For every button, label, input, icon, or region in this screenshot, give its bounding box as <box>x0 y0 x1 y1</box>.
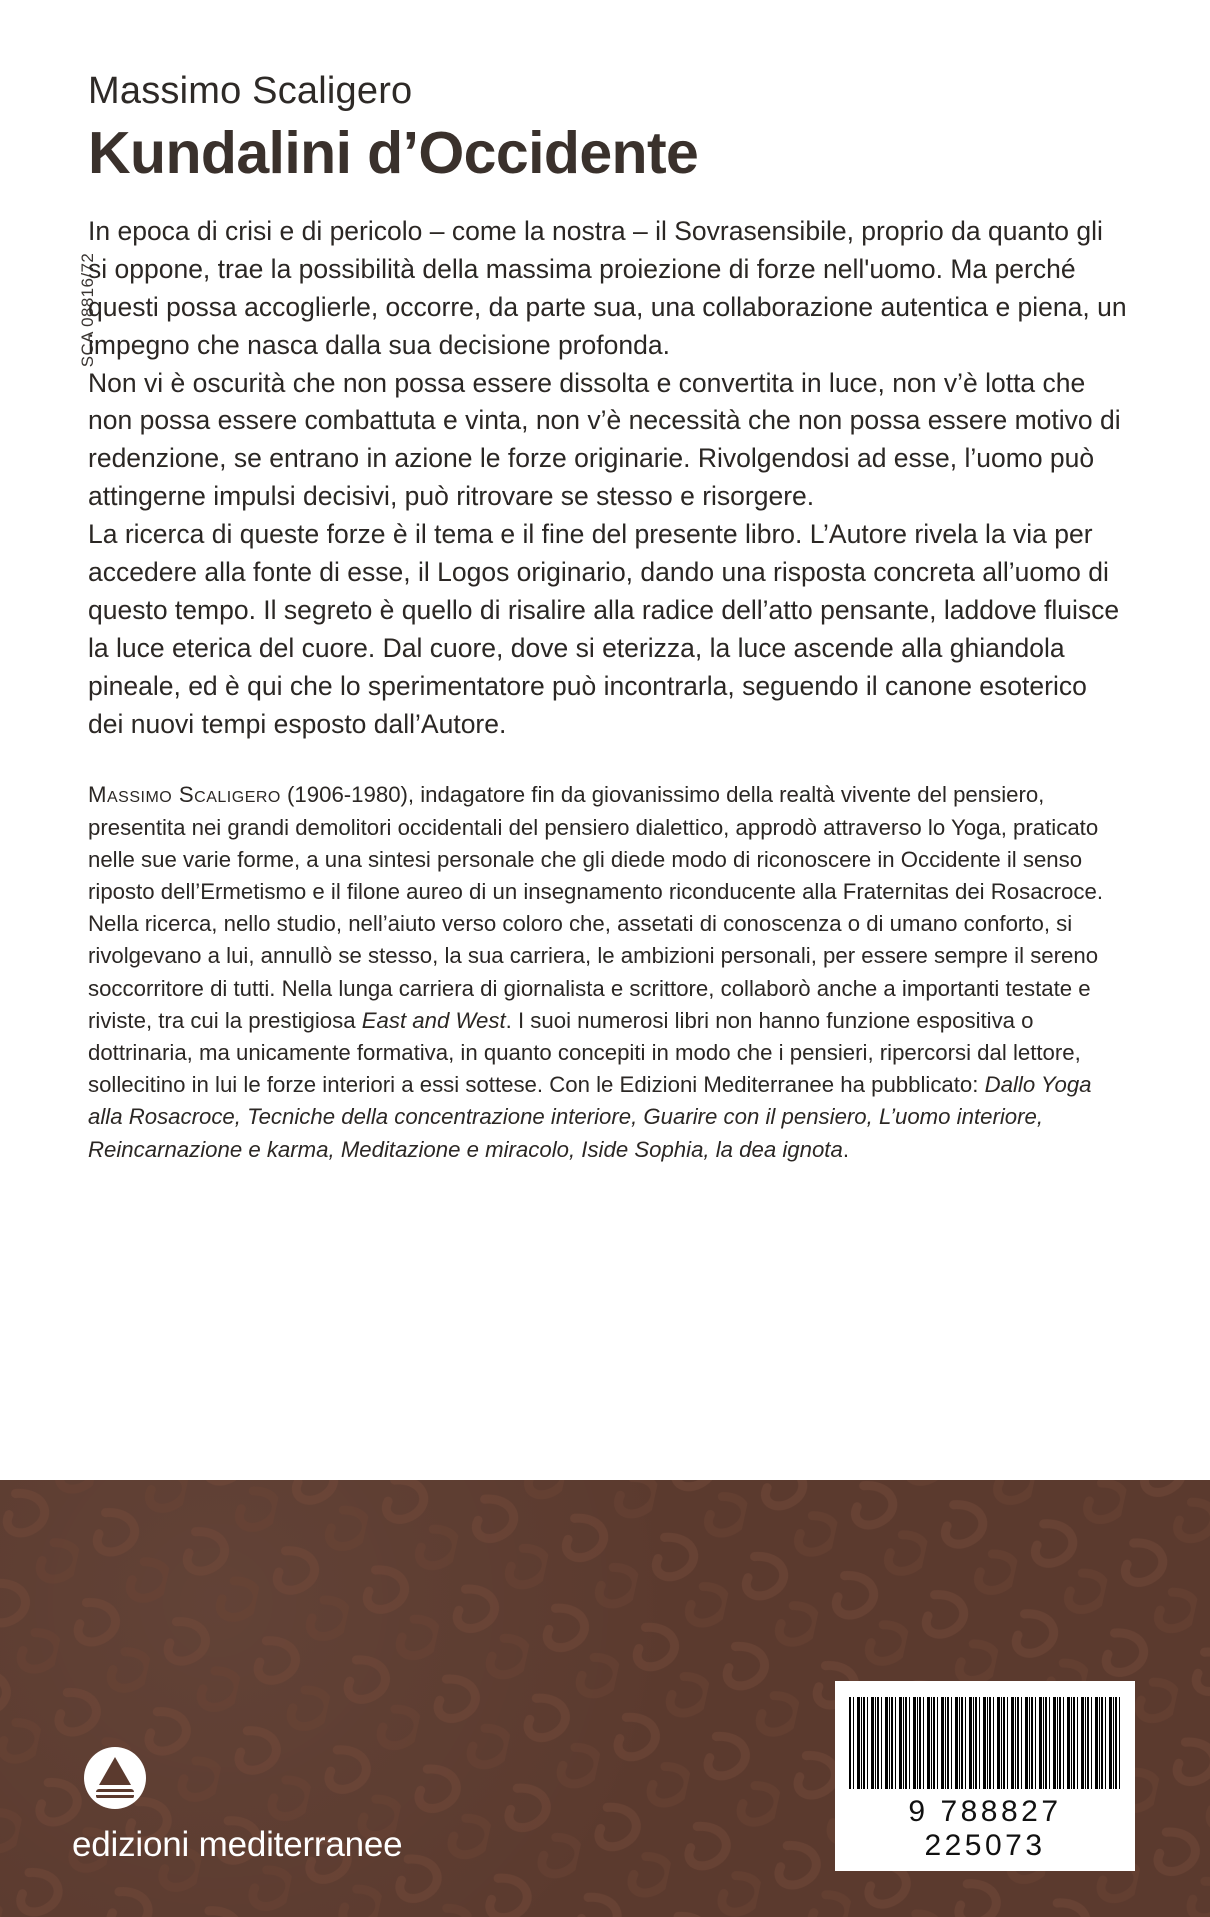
ship-and-waves-icon <box>84 1747 146 1809</box>
author-bio-name: Massimo Scaligero <box>88 782 281 808</box>
review-title: East and West <box>361 1007 506 1033</box>
published-works-list: Dallo Yoga alla Rosacroce, Tecniche della concentrazione interiore, Guarire con il pensiero, L’uomo interiore, Reincarnazione e karma, Meditazione e miracolo, Iside Sophia, la dea ignota <box>88 1072 1092 1162</box>
publisher-name: edizioni mediterranee <box>72 1825 403 1864</box>
barcode-number: 9 788827 225073 <box>908 1795 1062 1862</box>
author-bio-paragraph <box>88 779 1128 1165</box>
blurb-paragraph: In epoca di crisi e di pericolo – come la nostra – il Sovrasensibile, proprio da quanto gli si oppone, trae la possibilità della massima proiezione di forze nell'uomo. Ma perché questi possa accoglierle, occorre, da parte sua, una collaborazione autentica e piena, un impegno che nasca dalla sua decisione profonda. <box>88 216 1127 360</box>
cover-content <box>88 70 1128 1166</box>
bottom-brown-band <box>0 1480 1210 1917</box>
author-bio <box>88 779 1128 1165</box>
author-bio-part1: (1906-1980), indagatore fin da giovanissimo della realtà vivente del pensiero, presentita nei grandi demolitori occidentali del pensiero dialettico, approdò attraverso lo Yoga, praticato nelle sue varie forme, a una sintesi personale che gli diede modo di riconoscere in Occidente il senso riposto dell’Ermetismo e il filone aureo di un insegnamento riconducente alla Fraternitas dei Rosacroce. Nella ricerca, nello studio, nell’aiuto verso coloro che, assetati di conoscenza o di umano conforto, si rivolgevano a lui, annullò se stesso, la sua carriera, le ambizioni personali, per essere sempre il sereno soccorritore di tutti. Nella lunga carriera di giornalista e scrittore, collaborò anche a importanti testate e riviste, tra cui la prestigiosa <box>88 782 1103 1033</box>
author-bio-end: . <box>842 1136 849 1162</box>
author-name: Massimo Scaligero <box>88 70 413 112</box>
book-title: Kundalini d’Occidente <box>88 120 699 186</box>
author-bio-part2: . I suoi numerosi libri non hanno funzione espositiva o dottrinaria, ma unicamente formativa, in quanto concepiti in modo che i pensieri, ripercorsi dal lettore, sollecitino in lui le forze interiori a essi sottese. Con le Edizioni Mediterranee ha pubblicato: <box>88 1007 1081 1098</box>
blurb-paragraph: Non vi è oscurità che non possa essere dissolta e convertita in luce, non v’è lotta che non possa essere combattuta e vinta, non v’è necessità che non possa essere motivo di redenzione, se entrano in azione le forze originarie. Rivolgendosi ad esse, l’uomo può attingerne impulsi decisivi, può ritrovare se stesso e risorgere. <box>88 367 1121 512</box>
publisher-logo-block <box>72 1747 402 1865</box>
barcode-bars <box>849 1697 1121 1789</box>
blurb-text <box>88 213 1128 743</box>
spine-catalog-code: SCA 08816/72 <box>78 252 97 368</box>
ean13-barcode <box>835 1681 1135 1871</box>
blurb-paragraph: La ricerca di queste forze è il tema e il fine del presente libro. L’Autore rivela la via per accedere alla fonte di esse, il Logos originario, dando una risposta concreta all’uomo di questo tempo. Il segreto è quello di risalire alla radice dell’atto pensante, laddove fluisce la luce eterica del cuore. Dal cuore, dove si eterizza, la luce ascende alla ghiandola pineale, ed è qui che lo sperimentatore può incontrarla, seguendo il canone esoterico dei nuovi tempi esposto dall’Autore. <box>88 519 1120 739</box>
